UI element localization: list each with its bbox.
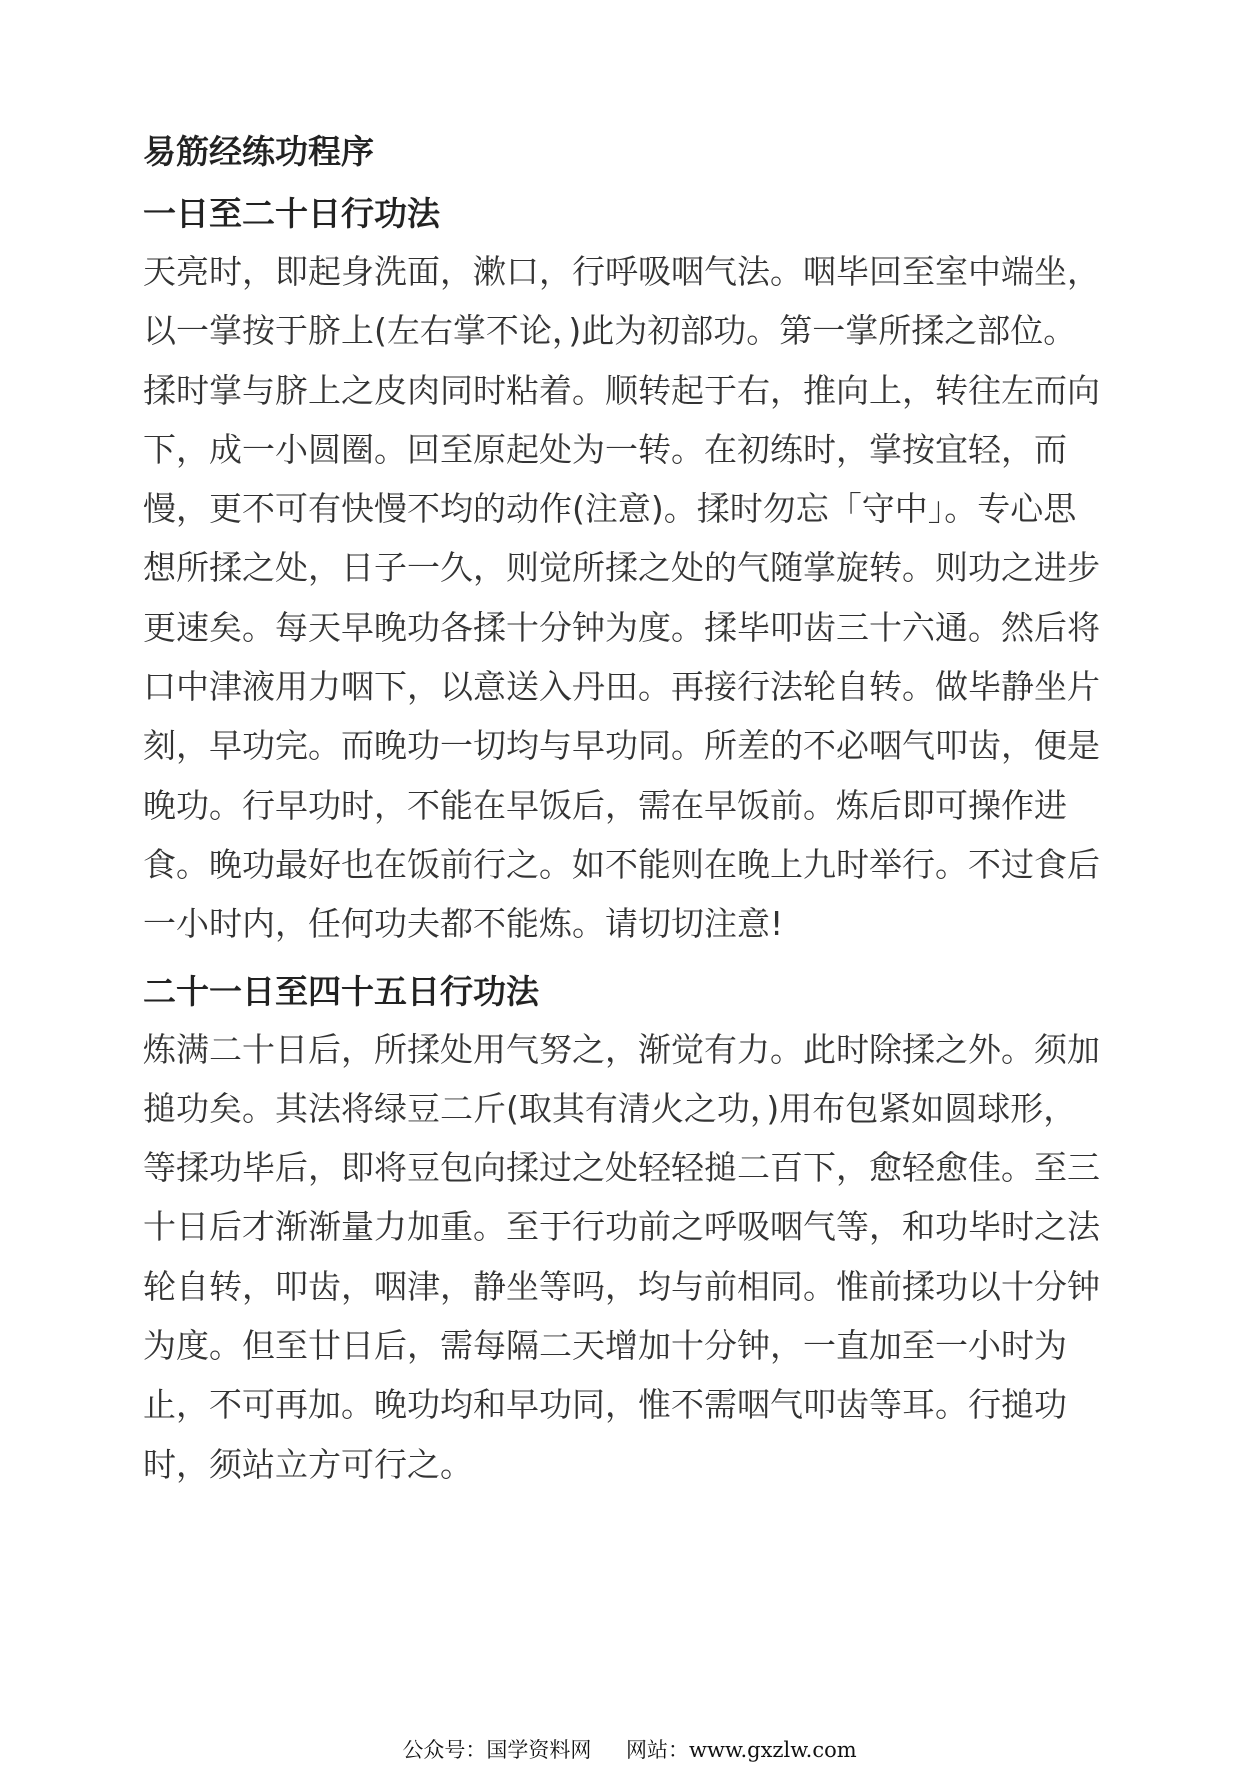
document-page <box>143 130 1103 1496</box>
section-body-2: 炼满二十日后，所揉处用气努之，渐觉有力。此时除揉之外。须加搥功矣。其法将绿豆二斤(取其有清火之功，)用布包紧如圆球形，等揉功毕后，即将豆包向揉过之处轻轻搥二百下，愈轻愈佳。至三十日后才渐渐量力加重。至于行功前之呼吸咽气等，和功毕时之法轮自转，叩齿，咽津，静坐等吗，均与前相同。惟前揉功以十分钟为度。但至廿日后，需每隔二天增加十分钟，一直加至一小时为止，不可再加。晚功均和早功同，惟不需咽气叩齿等耳。行搥功时，须站立方可行之。 <box>143 1029 1100 1484</box>
section-spacer <box>143 956 1103 970</box>
footer-account: 公众号：国学资料网 <box>402 1738 592 1762</box>
section-body-1: 天亮时，即起身洗面，漱口，行呼吸咽气法。咽毕回至室中端坐，以一掌按于脐上(左右掌不论，)此为初部功。第一掌所揉之部位。揉时掌与脐上之皮肉同时粘着。顺转起于右，推向上，转往左而向下，成一小圆圈。回至原起处为一转。在初练时，掌按宜轻，而慢，更不可有快慢不均的动作(注意)。揉时勿忘「守中」。专心思想所揉之处，日子一久，则觉所揉之处的气随掌旋转。则功之进步更速矣。每天早晚功各揉十分钟为度。揉毕叩齿三十六通。然后将口中津液用力咽下，以意送入丹田。再接行法轮自转。做毕静坐片刻，早功完。而晚功一切均与早功同。所差的不必咽气叩齿，便是晚功。行早功时，不能在早饭后，需在早饭前。炼后即可操作进食。晚功最好也在饭前行之。如不能则在晚上九时举行。不过食后一小时内，任何功夫都不能炼。请切切注意! <box>143 252 1100 944</box>
footer-website: 网站：www.gxzlw.com <box>626 1738 857 1762</box>
section-heading-2: 二十一日至四十五日行功法 <box>143 971 539 1011</box>
document-title: 易筋经练功程序 <box>143 132 374 171</box>
page-footer <box>0 1735 1259 1765</box>
section-heading-1: 一日至二十日行功法 <box>143 194 440 233</box>
